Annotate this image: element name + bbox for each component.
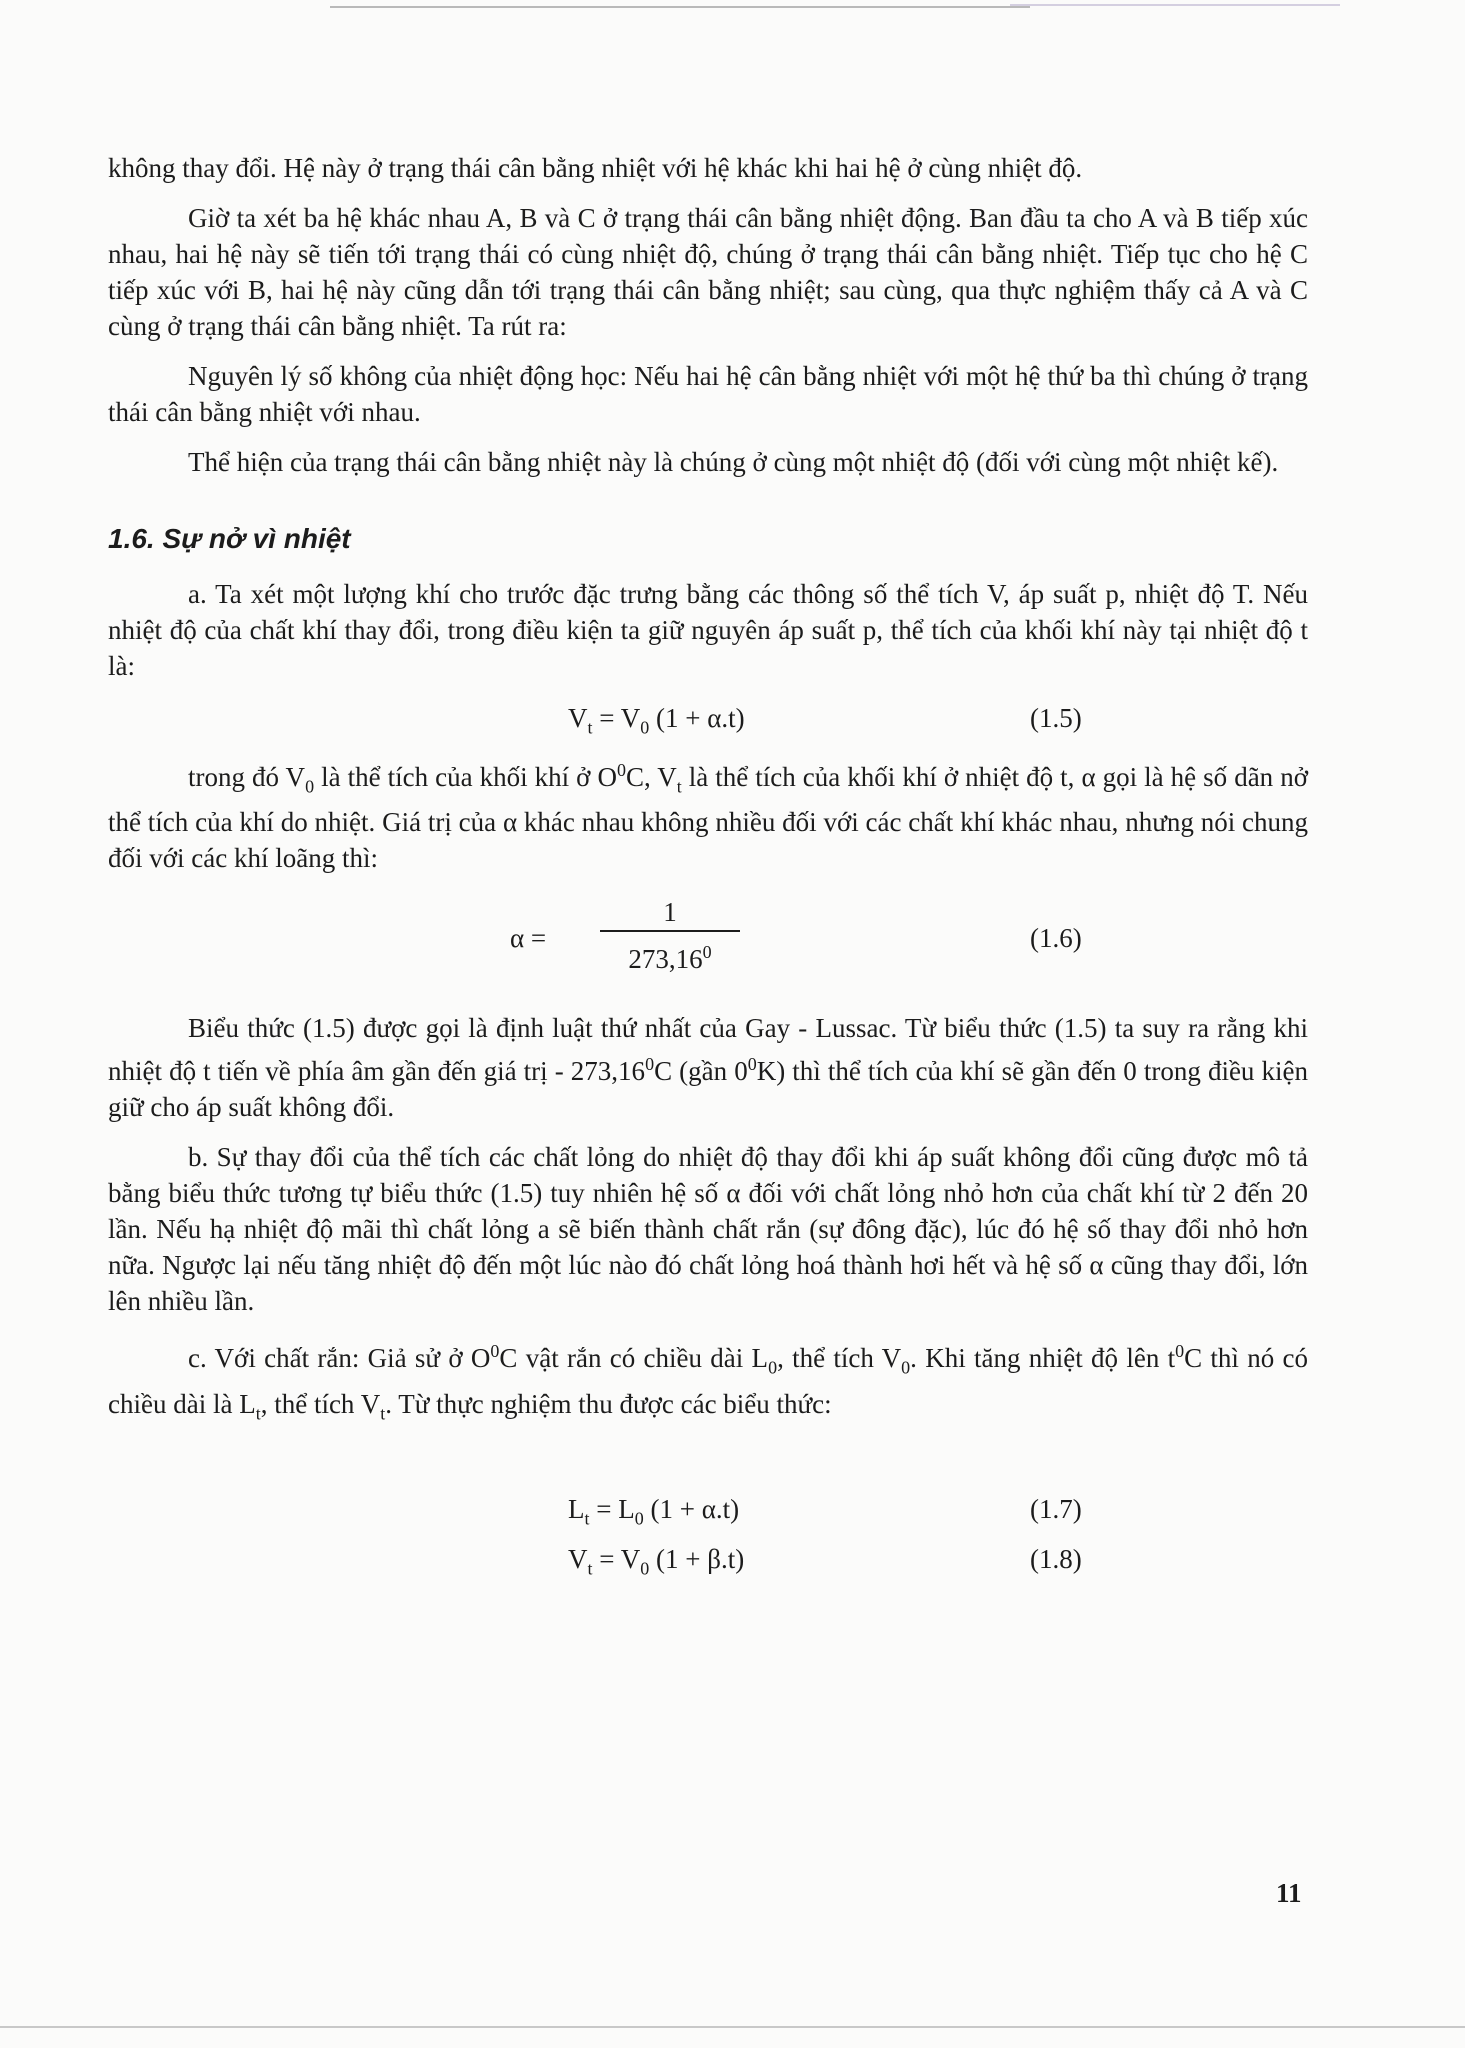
- equation-1-7-number: (1.7): [1030, 1494, 1082, 1525]
- page-number: 11: [1276, 1878, 1302, 1908]
- equation-1-8-number: (1.8): [1030, 1544, 1082, 1575]
- paragraph-part-b-liquids: b. Sự thay đổi của thể tích các chất lỏng do nhiệt độ thay đổi khi áp suất không đổi cũng được mô tả bằng biểu thức tương tự biểu thức (1.5) tuy nhiên hệ số α đối với chất lỏng nhỏ hơn của chất khí từ 2 đến 20 lần. Nếu hạ nhiệt độ mãi thì chất lỏng a sẽ biến thành chất rắn (sự đông đặc), lúc đó hệ số thay đổi nhỏ hơn nữa. Ngược lại nếu tăng nhiệt độ đến một lúc nào đó chất lỏng hoá thành hơi hết và hệ số α cũng thay đổi, lớn lên nhiều lần.: [108, 1142, 1308, 1317]
- top-edge-line-right: [1010, 4, 1340, 6]
- paragraph-part-c-solids: c. Với chất rắn: Giả sử ở $O^0C$ vật rắn có chiều dài $L_0$, thể tích $V_0$. Khi tăng nhiệt độ lên $t^0C$ thì nó có chiều dài là $L_t$, thể tích $V_t$. Từ thực nghiệm thu được các biểu thức:: [108, 1341, 1308, 1424]
- section-heading: 1.6. Sự nở vì nhiệt: [108, 523, 351, 554]
- equation-1-7: [108, 1489, 1308, 1529]
- paragraph-zeroth-law: Nguyên lý số không của nhiệt động học: Nếu hai hệ cân bằng nhiệt với một hệ thứ ba thì chúng ở trạng thái cân bằng nhiệt với nhau.: [108, 361, 1308, 427]
- paragraph-part-a-definitions: trong đó $V_0$ là thể tích của khối khí ở $O^0C$, $V_t$ là thể tích của khối khí ở nhiệt độ t, α gọi là hệ số dãn nở thể tích của khí do nhiệt. Giá trị của α khác nhau không nhiều đối với các chất khí khác nhau, nhưng nói chung đối với các khí loãng thì:: [108, 760, 1308, 874]
- fraction-denominator: 273,16$^0$: [628, 942, 712, 975]
- fraction-numerator: 1: [600, 894, 740, 932]
- equation-1-6-lhs: α =: [510, 923, 547, 954]
- equation-1-5-number: (1.5): [1030, 703, 1082, 733]
- paragraph-gay-lussac: Biểu thức (1.5) được gọi là định luật thứ nhất của Gay - Lussac. Từ biểu thức (1.5) ta suy ra rằng khi nhiệt độ t tiến về phía âm gần đến giá trị - 273,16$^0$C (gần $0^0K$) thì thể tích của khí sẽ gần đến 0 trong điều kiện giữ cho áp suất không đổi.: [108, 1013, 1308, 1123]
- paragraph-three-systems: Giờ ta xét ba hệ khác nhau A, B và C ở trạng thái cân bằng nhiệt động. Ban đầu ta cho A và B tiếp xúc nhau, hai hệ này sẽ tiến tới trạng thái có cùng nhiệt độ, chúng ở trạng thái cân bằng nhiệt. Tiếp tục cho hệ C tiếp xúc với B, hai hệ này cũng dẫn tới trạng thái cân bằng nhiệt; sau cùng, qua thực nghiệm thấy cả A và C cùng ở trạng thái cân bằng nhiệt. Ta rút ra:: [108, 203, 1308, 341]
- equation-1-5: [108, 698, 1308, 738]
- equation-1-6: [108, 894, 1308, 984]
- equation-1-7-expression: $L_t = L_0$ (1 + α.t): [568, 1494, 740, 1529]
- equation-1-8: [108, 1539, 1308, 1579]
- paragraph-part-a-intro: a. Ta xét một lượng khí cho trước đặc trưng bằng các thông số thể tích V, áp suất p, nhiệt độ T. Nếu nhiệt độ của chất khí thay đổi, trong điều kiện ta giữ nguyên áp suất p, thể tích của khối khí này tại nhiệt độ t là:: [108, 579, 1308, 681]
- bottom-edge-line: [0, 2026, 1465, 2028]
- page-body: [108, 150, 1308, 1579]
- equation-1-6-number: (1.6): [1030, 923, 1082, 954]
- equation-1-6-fraction: [600, 894, 740, 979]
- equation-1-8-expression: $V_t = V_0$ (1 + β.t): [568, 1544, 745, 1579]
- equation-1-5-expression: $V_t = V_0$ (1 + α.t): [568, 703, 745, 738]
- paragraph-continuation: không thay đổi. Hệ này ở trạng thái cân bằng nhiệt với hệ khác khi hai hệ ở cùng nhiệt độ.: [108, 153, 1083, 183]
- top-edge-line: [330, 6, 1030, 8]
- paragraph-thermal-equilibrium: Thể hiện của trạng thái cân bằng nhiệt này là chúng ở cùng một nhiệt độ (đối với cùng một nhiệt kế).: [188, 447, 1279, 477]
